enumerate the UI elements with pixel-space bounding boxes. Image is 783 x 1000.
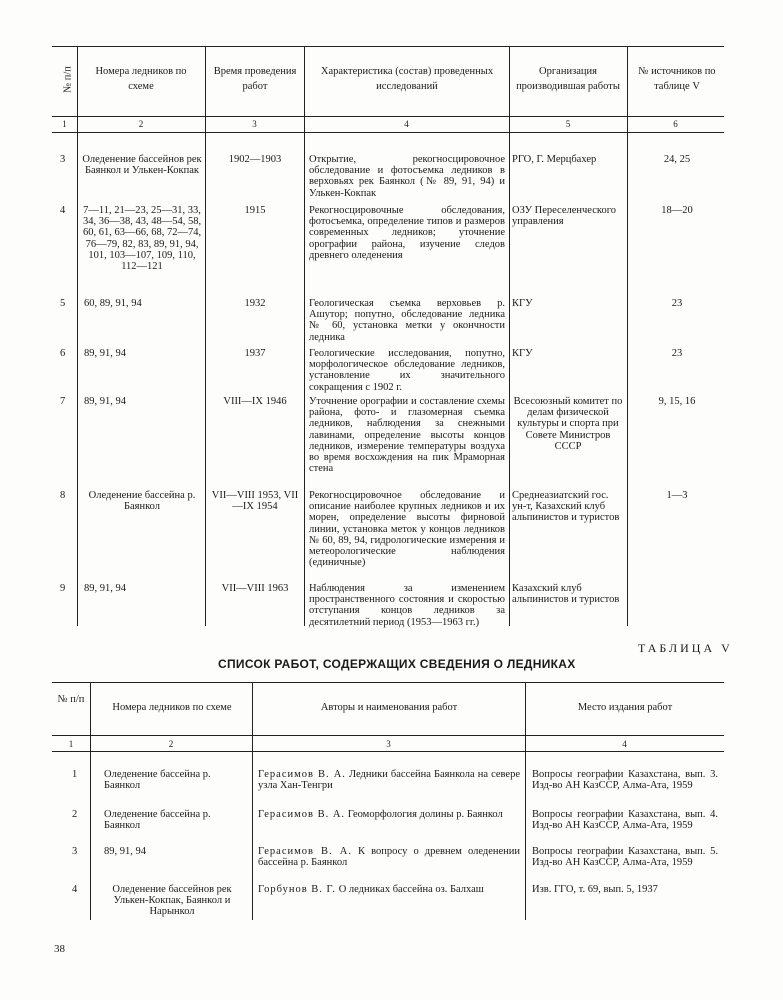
row-author: Герасимов В. А. xyxy=(258,846,352,857)
row-number: 7 xyxy=(60,396,66,407)
row-work xyxy=(258,884,520,895)
row-time: 1937 xyxy=(244,348,266,359)
row-description: Рекогносцировочное обследование и описание наиболее крупных ледников и их морен, определение высоты фирновой линии, установка меток у концов ледников № 60, 89, 94, гидрологические измерения и метеорологические наблюдения (единичные) xyxy=(309,490,505,569)
row-title: Геоморфология долины р. Баянкол xyxy=(347,809,503,820)
row-place: Вопросы географии Казахстана, вып. 3. Изд-во АН КазССР, Алма-Ата, 1959 xyxy=(532,769,718,792)
col-divider xyxy=(627,46,628,626)
row-work xyxy=(258,809,520,820)
table-bottom-header-rule xyxy=(52,735,724,736)
row-organization: Всесоюзный комитет по делам физической культуры и спорта при Совете Министров СССР xyxy=(513,396,623,452)
row-number: 4 xyxy=(60,205,66,216)
header-organization: Организация производившая работы xyxy=(516,66,620,92)
col-divider xyxy=(252,682,253,920)
row-number: 9 xyxy=(60,583,66,594)
row-time: 1915 xyxy=(244,205,266,216)
row-glaciers: 89, 91, 94 xyxy=(84,396,126,407)
col-number: 2 xyxy=(168,739,174,749)
table-top-header-rule xyxy=(52,116,724,117)
row-title: Ледники бассейна Баянкола на севере узла Хан-Тенгри xyxy=(258,769,520,792)
row-author: Герасимов В. А. xyxy=(258,809,346,820)
col-divider xyxy=(525,682,526,920)
header-glaciers: Номера ледников по схеме xyxy=(95,66,187,92)
table-title: СПИСОК РАБОТ, СОДЕРЖАЩИХ СВЕДЕНИЯ О ЛЕДНИКАХ xyxy=(218,657,576,671)
col-divider xyxy=(205,46,206,626)
row-work xyxy=(258,769,520,791)
row-sources: 23 xyxy=(671,298,683,309)
row-description: Наблюдения за изменением пространственного состояния и скоростью отступания концов ледников за десятилетний период (1953—1963 гг.) xyxy=(309,583,505,628)
row-description: Геологические исследования, попутно, морфологическое обследование ледников, установление их значительного сокращения с 1902 г. xyxy=(309,348,505,393)
col-divider xyxy=(304,46,305,626)
row-title: О ледниках бассейна оз. Балхаш xyxy=(338,884,484,895)
row-time: VII—VIII 1963 xyxy=(221,583,289,594)
header-number: № п/п xyxy=(62,66,74,93)
row-description: Рекогносцировочные обследования, фотосъемка, определение типов и размеров современных ледников; уточнение орографии района, изучение следов древнего оледенения xyxy=(309,205,505,261)
row-time: 1932 xyxy=(244,298,266,309)
row-organization: КГУ xyxy=(512,298,533,309)
col-divider xyxy=(509,46,510,626)
row-description: Геологическая съемка верховьев р. Ашутор; попутно, обследование ледника № 60, установка метки у окончности ледника xyxy=(309,298,505,343)
table-top-colnum-rule xyxy=(52,132,724,133)
row-organization: Казахский клуб альпинистов и туристов xyxy=(512,583,620,606)
col-number: 5 xyxy=(565,119,571,129)
row-time: 1902—1903 xyxy=(228,154,282,165)
row-sources: 18—20 xyxy=(661,205,693,216)
col-number: 3 xyxy=(252,119,257,129)
row-glaciers: Оледенение бассейнов рек Улькен-Кокпак, Баянкол и Нарынкол xyxy=(112,884,232,918)
row-sources: 24, 25 xyxy=(663,154,691,165)
col-number: 6 xyxy=(673,119,678,129)
row-glaciers: Оледенение бассейна р. Баянкол xyxy=(104,809,211,832)
header-sources: № источников по таблице V xyxy=(638,66,716,92)
row-place: Вопросы географии Казахстана, вып. 4. Изд-во АН КазССР, Алма-Ата, 1959 xyxy=(532,809,718,832)
row-sources: 1—3 xyxy=(666,490,688,501)
row-time: VII—VIII 1953, VII—IX 1954 xyxy=(211,490,299,513)
row-number: 5 xyxy=(60,298,66,309)
row-glaciers: 89, 91, 94 xyxy=(84,583,126,594)
header-place: Место издания работ xyxy=(577,702,673,713)
row-number: 8 xyxy=(60,490,66,501)
row-number: 4 xyxy=(72,884,78,895)
row-number: 1 xyxy=(72,769,78,780)
row-work xyxy=(258,846,520,868)
col-divider xyxy=(77,46,78,626)
header-glaciers: Номера ледников по схеме xyxy=(112,702,232,713)
row-author: Герасимов В. А. xyxy=(258,769,346,780)
header-number: № п/п xyxy=(57,694,85,705)
row-glaciers: 89, 91, 94 xyxy=(104,846,146,857)
row-organization: ОЗУ Переселенческого управления xyxy=(512,205,617,228)
row-glaciers: 60, 89, 91, 94 xyxy=(84,298,142,309)
table-label: ТАБЛИЦА V xyxy=(638,641,733,655)
row-title: К вопросу о древнем оледенении бассейна р. Баянкол xyxy=(258,846,520,869)
row-author: Горбунов В. Г. xyxy=(258,884,337,895)
page-number: 38 xyxy=(54,943,65,955)
row-description: Уточнение орографии и составление схемы района, фото- и глазомерная съемка ледников, наблюдения за снежными лавинами, определение высоты концов ледников, измерение температуры воздуха во время восхождения на пик Мраморная стена xyxy=(309,396,505,475)
row-glaciers: 89, 91, 94 xyxy=(84,348,126,359)
header-time: Время проведения работ xyxy=(213,66,297,92)
row-number: 2 xyxy=(72,809,78,820)
col-number: 3 xyxy=(386,739,391,749)
table-bottom-colnum-rule xyxy=(52,751,724,752)
row-glaciers: Оледенение бассейнов рек Баянкол и Улькен-Кокпак xyxy=(82,154,202,177)
table-bottom-border xyxy=(52,682,724,683)
row-number: 3 xyxy=(60,154,66,165)
col-number: 4 xyxy=(404,119,409,129)
col-number: 2 xyxy=(138,119,144,129)
table-top-border xyxy=(52,46,724,47)
row-description: Открытие, рекогносцировочное обследование и фотосъемка ледников в верховьях рек Баянкол (№ 89, 91, 94) и Улькен-Кокпак xyxy=(309,154,505,199)
row-organization: КГУ xyxy=(512,348,533,359)
header-description: Характеристика (состав) проведенных исследований xyxy=(320,66,494,92)
row-time: VIII—IX 1946 xyxy=(223,396,287,407)
row-number: 3 xyxy=(72,846,78,857)
col-number: 4 xyxy=(622,739,627,749)
row-place: Вопросы географии Казахстана, вып. 5. Изд-во АН КазССР, Алма-Ата, 1959 xyxy=(532,846,718,869)
row-glaciers: 7—11, 21—23, 25—31, 33, 34, 36—38, 43, 48—54, 58, 60, 61, 63—66, 68, 72—74, 76—79, 82, 83, 89, 91, 94, 101, 103—107, 109, 110, 112—121 xyxy=(82,205,202,273)
col-number: 1 xyxy=(62,119,67,129)
row-sources: 23 xyxy=(671,348,683,359)
row-organization: Среднеазиатский гос. ун-т, Казахский клуб альпинистов и туристов xyxy=(512,490,620,524)
row-place: Изв. ГГО, т. 69, вып. 5, 1937 xyxy=(532,884,658,895)
row-glaciers: Оледенение бассейна р. Баянкол xyxy=(88,490,196,513)
header-authors: Авторы и наименования работ xyxy=(320,702,458,713)
row-glaciers: Оледенение бассейна р. Баянкол xyxy=(104,769,211,792)
row-organization: РГО, Г. Мерцбахер xyxy=(512,154,597,165)
row-number: 6 xyxy=(60,348,66,359)
row-sources: 9, 15, 16 xyxy=(658,396,696,407)
col-divider xyxy=(90,682,91,920)
col-number: 1 xyxy=(68,739,74,749)
